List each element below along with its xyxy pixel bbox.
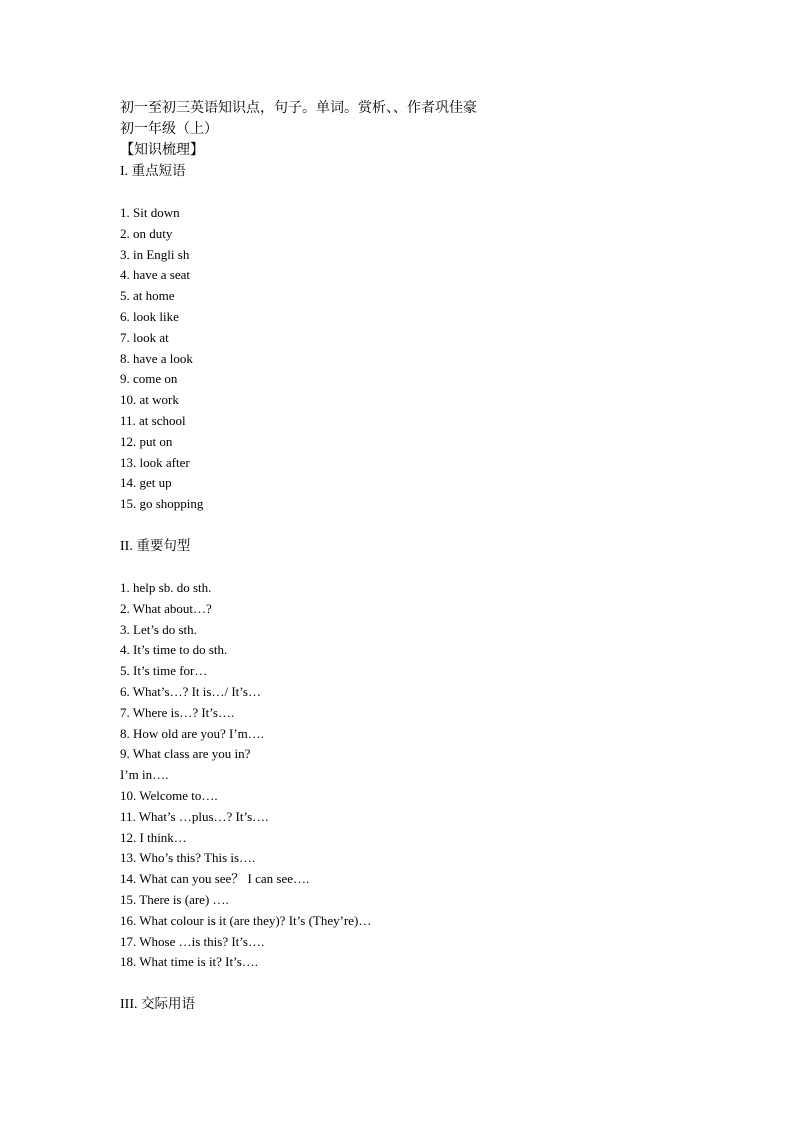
section-heading-communication — [120, 994, 680, 1015]
list-item: 1. help sb. do sth. — [120, 579, 212, 595]
list-item: 12. put on — [120, 433, 173, 449]
section-numeral: III. — [120, 997, 138, 1013]
list-item: 3. in Engli sh — [120, 246, 190, 262]
document-title: 初一至初三英语知识点，句子。单词。赏析、、作者巩佳豪 — [120, 100, 477, 116]
list-item: 7. look at — [120, 329, 169, 345]
list-item: 3. Let’s do sth. — [120, 621, 197, 637]
list-item: 9. come on — [120, 371, 178, 387]
list-item: 12. I think… — [120, 829, 187, 845]
list-item: 13. look after — [120, 454, 190, 470]
list-item: 15. There is (are) …. — [120, 891, 229, 907]
list-item: 1. Sit down — [120, 205, 180, 220]
list-item: 6. look like — [120, 308, 179, 324]
list-item: 10. Welcome to…. — [120, 787, 218, 803]
list-item: 4. It’s time to do sth. — [120, 642, 228, 658]
list-item: 5. at home — [120, 288, 175, 304]
knowledge-summary-heading: 【知识梳理】 — [120, 142, 204, 158]
list-item: 10. at work — [120, 392, 179, 408]
sentence-pattern-list — [120, 578, 680, 973]
document-page — [120, 98, 680, 1015]
spacer — [120, 557, 680, 578]
list-item: 17. Whose …is this? It’s…. — [120, 933, 265, 949]
list-item: 14. get up — [120, 475, 172, 491]
spacer — [120, 515, 680, 536]
section-title: 交际用语 — [141, 996, 195, 1013]
section-title: 重要句型 — [136, 537, 191, 554]
list-item: 16. What colour is it (are they)? It’s (They’re)… — [120, 912, 372, 928]
list-item: 8. have a look — [120, 350, 193, 366]
grade-heading: 初一年级（上） — [120, 121, 218, 137]
section-title: 重点短语 — [131, 163, 186, 179]
list-item: I’m in…. — [120, 767, 169, 783]
section-numeral: I. — [120, 164, 129, 179]
section-heading-sentence-patterns — [120, 536, 680, 557]
spacer — [120, 182, 680, 203]
list-item: 11. What’s …plus…? It’s…. — [120, 808, 269, 824]
list-item: 8. How old are you? I’m…. — [120, 725, 265, 741]
list-item: 15. go shopping — [120, 496, 204, 512]
section-numeral: II. — [120, 538, 133, 554]
list-item: 5. It’s time for… — [120, 663, 208, 679]
list-item: 11. at school — [120, 412, 186, 428]
section-heading-phrases — [120, 161, 680, 182]
list-item: 2. What about…? — [120, 600, 212, 616]
list-item: 6. What’s…? It is…/ It’s… — [120, 683, 261, 699]
list-item: 7. Where is…? It’s…. — [120, 704, 235, 720]
list-item: 14. What can you see？ I can see…. — [120, 871, 310, 887]
list-item: 13. Who’s this? This is…. — [120, 850, 256, 866]
spacer — [120, 973, 680, 994]
phrase-list — [120, 203, 680, 515]
list-item: 4. have a seat — [120, 267, 191, 283]
list-item: 2. on duty — [120, 225, 173, 241]
list-item: 9. What class are you in? — [120, 746, 251, 762]
list-item: 18. What time is it? It’s…. — [120, 954, 259, 970]
